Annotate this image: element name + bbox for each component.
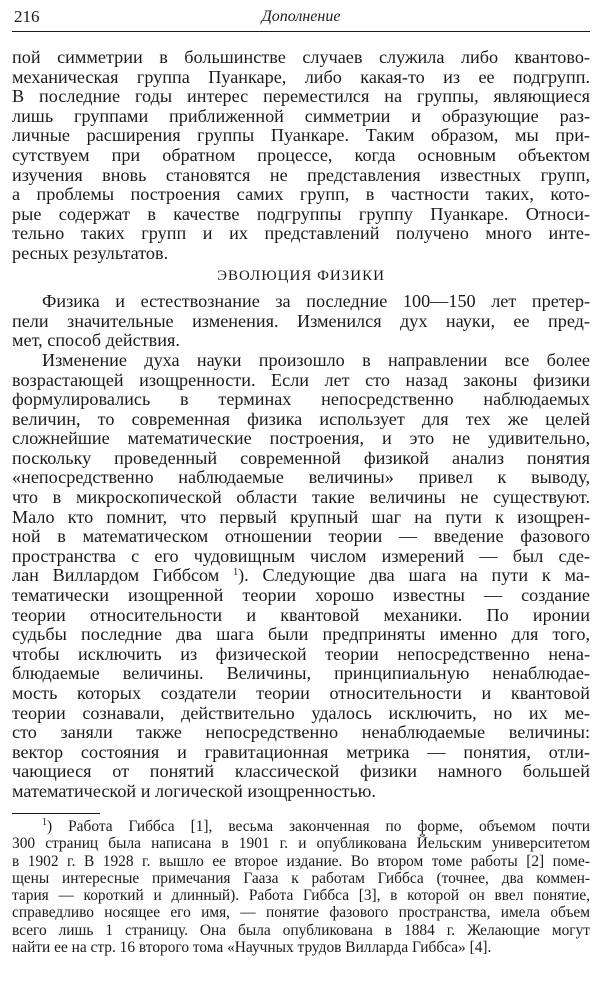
footnote-rule bbox=[12, 813, 100, 814]
text-line: судьбы последние два шага были предприняты именно для того, bbox=[12, 624, 590, 645]
text-line: «непосредственно наблюдаемые величины» привел к выводу, bbox=[12, 467, 590, 488]
text-line: пространства с его чудовищным числом измерений — был сде- bbox=[12, 545, 590, 566]
footnote-marker: 1 bbox=[42, 817, 47, 828]
text-line-with-footnote bbox=[12, 566, 590, 586]
footnote-line: 300 страниц была написана в 1901 г. и опубликована Йельским университетом bbox=[12, 835, 590, 853]
text-line: мет, способ действия. bbox=[12, 330, 180, 351]
text-line: чающиеся от понятий классической физики намного большей bbox=[12, 761, 590, 782]
text-line: сто заняли также непосредственно ненаблюдаемые величины: bbox=[12, 722, 590, 743]
text-line: ресных результатов. bbox=[12, 242, 169, 263]
text-line: Изменение духа науки произошло в направлении все более bbox=[42, 349, 590, 370]
text-line: лишь группами приближенной симметрии и образующие раз- bbox=[12, 105, 590, 126]
footnote-line: всего лишь 1 страницу. Она была опубликована в 1884 г. Желающие могут bbox=[12, 921, 590, 939]
text-line: механическая группа Пуанкаре, либо какая-то из ее подгрупп. bbox=[12, 66, 590, 87]
text-line: теории относительности и квантовой механики. По иронии bbox=[12, 604, 590, 625]
text-line: возрастающей изощренности. Если лет сто назад законы физики bbox=[12, 369, 590, 390]
text-line: пой симметрии в большинстве случаев служила либо квантово- bbox=[12, 47, 590, 67]
text-line: сутствуем при обратном процессе, когда основным объектом bbox=[12, 144, 590, 165]
text-fragment: лан Виллардом Гиббсом bbox=[12, 565, 220, 586]
footnote-line: тария — короткий и длинный). Работа Гиббса [3], в которой он ввел понятие, bbox=[12, 887, 590, 905]
footnote-reference[interactable]: 1 bbox=[233, 567, 239, 579]
text-line: математической и логической изощренностью. bbox=[12, 780, 376, 801]
text-line: чтобы исключить из физической теории непосредственно нена- bbox=[12, 643, 590, 664]
text-line: изучения вновь становятся не представления известных групп, bbox=[12, 164, 590, 185]
text-line: Физика и естествознание за последние 100—150 лет претер- bbox=[42, 291, 590, 312]
text-line: а проблемы построения самих групп, в частности таких, кото- bbox=[12, 184, 590, 205]
text-line: рые содержат в качестве подгруппы группу Пуанкаре. Относи- bbox=[12, 203, 590, 224]
text-line: Мало кто помнит, что первый крупный шаг на пути к изощрен- bbox=[12, 506, 590, 527]
footnote-line bbox=[12, 818, 590, 835]
text-line: поскольку проведенный современной физикой анализ понятия bbox=[12, 447, 590, 468]
text-line: тематически изощренной теории хорошо известны — создание bbox=[12, 585, 590, 606]
text-line: блюдаемые величины. Величины, принципиальную ненаблюдае- bbox=[12, 663, 590, 684]
text-line: В последние годы интерес переместился на группы, являющиеся bbox=[12, 86, 590, 107]
text-line: тельно таких групп и их представлений получено много инте- bbox=[12, 223, 590, 244]
text-fragment: ) Работа Гиббса [1], весьма законченная по форме, объемом почти bbox=[47, 818, 590, 835]
text-line: ной в математическом отношении теории — введение фазового bbox=[12, 526, 590, 547]
text-line: пели значительные изменения. Изменился дух науки, ее пред- bbox=[12, 310, 590, 331]
footnote-line: щены интересные примечания Гааза к работам Гиббса (точнее, два коммен- bbox=[12, 869, 590, 887]
footnote-line: справедливо носящее его имя, — понятие фазового пространства, имела объем bbox=[12, 904, 590, 922]
text-line: сложнейшие математические построения, и это не удивительно, bbox=[12, 428, 590, 449]
footnote bbox=[12, 818, 590, 956]
footnote-line: найти ее на стр. 16 второго тома «Научных трудов Вилларда Гиббса» [4]. bbox=[12, 939, 492, 957]
running-title: Дополнение bbox=[261, 8, 341, 25]
body-text bbox=[12, 48, 590, 802]
page-number: 216 bbox=[14, 7, 40, 26]
running-head bbox=[12, 6, 590, 28]
text-line: формулировались в терминах непосредственно наблюдаемых bbox=[12, 389, 590, 410]
header-rule bbox=[12, 31, 590, 32]
text-line: личные расширения группы Пуанкаре. Таким образом, мы при- bbox=[12, 125, 590, 146]
text-fragment: ). Следующие два шага на пути к ма- bbox=[238, 565, 590, 586]
paragraph-continued bbox=[12, 48, 590, 264]
text-line: величин, то современная физика использует для тех же целей bbox=[12, 408, 590, 429]
text-line: что в микроскопической области такие величины не существуют. bbox=[12, 487, 590, 508]
text-line: теории сознавали, действительно удалось исключить, но их ме- bbox=[12, 702, 590, 723]
footnote-line: в 1902 г. В 1928 г. вышло ее второе издание. Во втором томе работы [2] поме- bbox=[12, 852, 590, 870]
paragraph bbox=[12, 351, 590, 802]
section-heading: ЭВОЛЮЦИЯ ФИЗИКИ bbox=[217, 267, 385, 284]
text-line: мость которых создатели теории относительности и квантовой bbox=[12, 683, 590, 703]
paragraph bbox=[12, 292, 590, 351]
text-line: вектор состояния и гравитационная метрика — понятия, отли- bbox=[12, 741, 590, 762]
